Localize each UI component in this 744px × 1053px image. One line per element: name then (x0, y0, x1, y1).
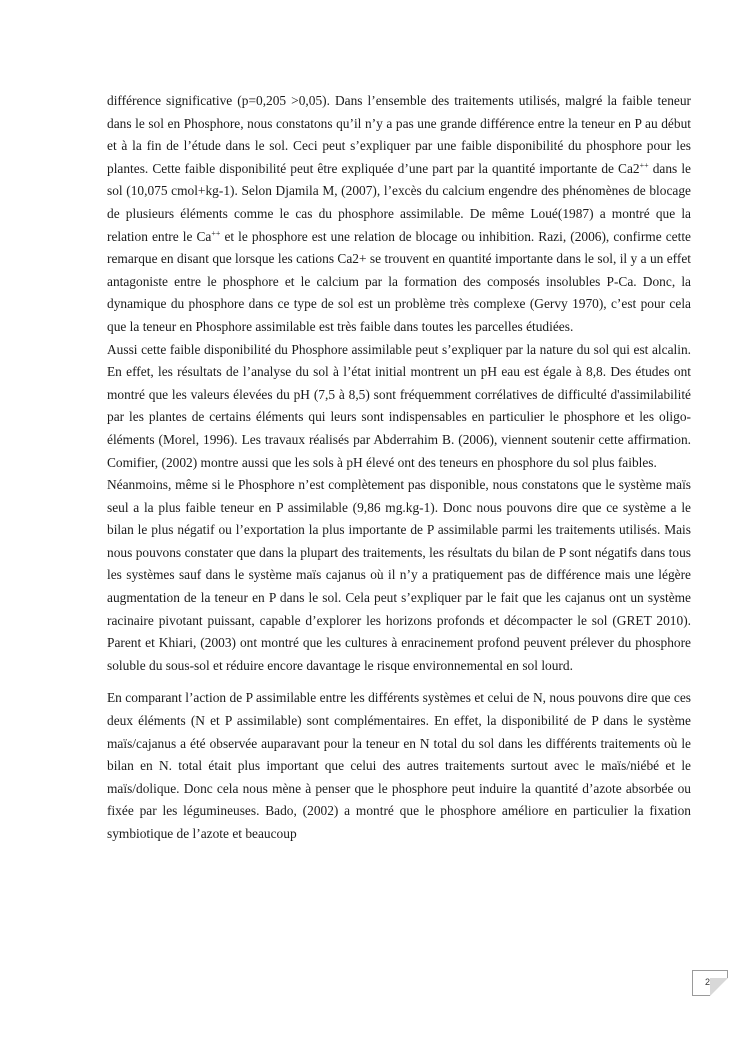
superscript: ++ (639, 160, 649, 170)
superscript: ++ (211, 228, 221, 238)
paragraph-3: Néanmoins, même si le Phosphore n’est complètement pas disponible, nous constatons que le système maïs seul a la plus faible teneur en P assimilable (9,86 mg.kg-1). Donc nous pouvons dire que ce système a le bilan le plus négatif ou l’exportation la plus importante de P assimilable parmi les traitements utilisés. Mais nous pouvons constater que dans la plupart des traitements, les résultats du bilan de P sont négatifs dans tous les systèmes sauf dans le système maïs cajanus où il n’y a pratiquement pas de différence mais une légère augmentation de la teneur en P dans le sol. Cela peut s’expliquer par le fait que les cajanus ont un système racinaire pivotant puissant, capable d’explorer les horizons profonds et décompacter le sol (GRET 2010). Parent et Khiari, (2003) ont montré que les cultures à enracinement profond peuvent prélever du phosphore soluble du sous-sol et réduire encore davantage le risque environnemental en sol lourd. (107, 477, 691, 673)
paragraph-2: Aussi cette faible disponibilité du Phosphore assimilable peut s’expliquer par la nature du sol qui est alcalin. En effet, les résultats de l’analyse du sol à l’état initial montrent un pH eau est égale à 8,8. Des études ont montré que les valeurs élevées du pH (7,5 à 8,5) sont fréquemment corrélatives de difficulté d'assimilabilité par les plantes de certains éléments qui leurs sont indispensables en particulier le phosphore et les oligo-éléments (Morel, 1996). Les travaux réalisés par Abderrahim B. (2006), viennent soutenir cette affirmation. Comifier, (2002) montre aussi que les sols à pH élevé ont des teneurs en phosphore du sol plus faibles. (107, 341, 691, 470)
page-curl-icon (710, 978, 728, 996)
paragraph-1: différence significative (p=0,205 >0,05). Dans l’ensemble des traitements utilisés, malgré la faible teneur dans le sol en Phosphore, nous constatons qu’il n’y a pas une grande différence entre la teneur en P au début et à la fin de l’étude dans le sol. Ceci peut s’expliquer par une faible disponibilité du phosphore pour les plantes. Cette faible disponibilité peut être expliquée d’une part par la quantité importante de Ca2++ dans le sol (10,075 cmol+kg-1). Selon Djamila M, (2007), l’excès du calcium engendre des phénomènes de blocage de plusieurs éléments comme le cas du phosphore assimilable. De même Loué(1987) a montré que la relation entre le Ca++ et le phosphore est une relation de blocage ou inhibition. Razi, (2006), confirme cette remarque en disant que lorsque les cations Ca2+ se trouvent en quantité importante dans le sol, il y a un effet antagoniste entre le phosphore et le calcium par la formation des composés insolubles P-Ca. Donc, la dynamique du phosphore dans ce type de sol est un problème très complexe (Gervy 1970), c’est pour cela que la teneur en Phosphore assimilable est très faible dans toutes les parcelles étudiées. (107, 93, 691, 334)
page-number-box (692, 970, 728, 996)
paragraph-4: En comparant l’action de P assimilable entre les différents systèmes et celui de N, nous pouvons dire que ces deux éléments (N et P assimilable) sont complémentaires. En effet, la disponibilité de P dans le système maïs/cajanus a été observée auparavant pour la teneur en N total du sol dans les différents traitements où le bilan en N. total était plus important que celui des autres traitements surtout avec le maïs/niébé et le maïs/dolique. Donc cela nous mène à penser que le phosphore peut induire la quantité d’azote absorbée ou fixée par les légumineuses. Bado, (2002) a montré que le phosphore améliore en particulier la fixation symbiotique de l’azote et beaucoup (107, 690, 691, 841)
page-number: 27 (704, 977, 715, 987)
body-text (107, 90, 691, 846)
